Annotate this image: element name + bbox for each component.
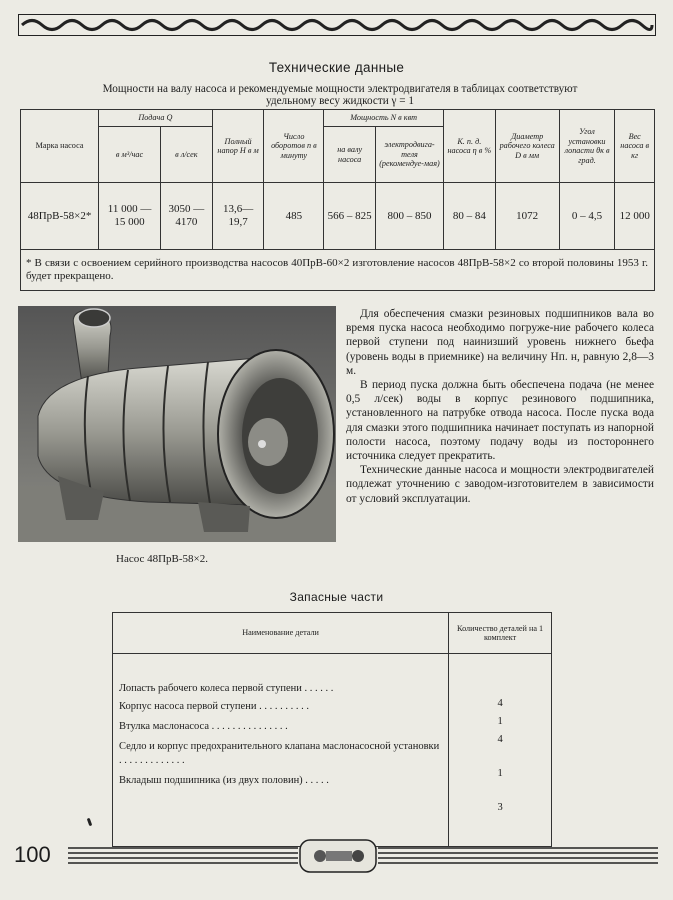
paragraph-1: Для обеспечения смазки резиновых подшипников вала во время пуска насоса необходимо погруже-ние рабочего колеса первой ступени под наинизший уровень нижнего бьефа (уровень воды в приемнике) на величину Hп. н, равную 2,8—3 м. bbox=[346, 308, 654, 377]
subtitle-line-1: Мощности на валу насоса и рекомендуемые мощности электродвигателя в таблицах соответствуют bbox=[102, 83, 578, 95]
pump-photo bbox=[18, 306, 336, 542]
cell-efficiency: 80 – 84 bbox=[443, 183, 495, 250]
header-angle: Угол установки лопасти θк в град. bbox=[559, 110, 615, 183]
header-part-qty: Количество деталей на 1 комплект bbox=[449, 613, 552, 654]
cell-rpm: 485 bbox=[264, 183, 324, 250]
paragraph-3: Технические данные насоса и мощности электродвигателей подлежат уточнению с заводом-изготовителем в зависимости от условий эксплуатации. bbox=[346, 464, 654, 505]
header-power: Мощность N в квт bbox=[324, 110, 444, 127]
header-head: Полный напор H в м bbox=[212, 110, 264, 183]
part-name-5: Вкладыш подшипника (из двух половин) . . . . . bbox=[119, 775, 329, 786]
paragraph-2: В период пуска должна быть обеспечена подача (не менее 0,5 л/сек) воды в корпус резинового подшипника, установленного на патрубке отвода насоса. После пуска вода для смазки этого подшипника начинает поступать из напорной полости насоса, поэтому подачу воды из постороннего источника следует прекратить. bbox=[346, 379, 654, 463]
header-brand: Марка насоса bbox=[21, 110, 99, 183]
header-efficiency: К. п. д. насоса η в % bbox=[443, 110, 495, 183]
parts-qty-column bbox=[449, 654, 552, 847]
section-title-wrap bbox=[0, 60, 673, 75]
cell-brand: 48ПрВ-58×2* bbox=[21, 183, 99, 250]
part-name-2: Корпус насоса первой ступени . . . . . . . . . . bbox=[119, 701, 309, 712]
spare-parts-title: Запасные части bbox=[289, 590, 384, 604]
cell-angle: 0 – 4,5 bbox=[559, 183, 615, 250]
cell-head: 13,6—19,7 bbox=[212, 183, 264, 250]
part-qty-5: 3 bbox=[497, 802, 503, 813]
body-text bbox=[346, 307, 654, 506]
bottom-ornament-band bbox=[68, 838, 658, 874]
cell-supply-ls: 3050 — 4170 bbox=[160, 183, 212, 250]
spare-parts-table bbox=[112, 612, 552, 847]
section-title: Технические данные bbox=[268, 60, 405, 75]
parts-name-column bbox=[113, 654, 449, 847]
part-qty-4: 1 bbox=[497, 768, 503, 779]
cell-power-shaft: 566 – 825 bbox=[324, 183, 376, 250]
header-supply: Подача Q bbox=[99, 110, 213, 127]
part-qty-3: 4 bbox=[497, 734, 503, 745]
header-weight: Вес насоса в кг bbox=[615, 110, 655, 183]
cell-power-motor: 800 – 850 bbox=[376, 183, 444, 250]
spare-title-wrap bbox=[0, 590, 673, 604]
part-qty-2: 1 bbox=[497, 716, 503, 727]
cell-weight: 12 000 bbox=[615, 183, 655, 250]
photo-caption: Насос 48ПрВ-58×2. bbox=[116, 553, 209, 565]
cell-diameter: 1072 bbox=[495, 183, 559, 250]
cell-supply-m3: 11 000 — 15 000 bbox=[99, 183, 161, 250]
header-part-name: Наименование детали bbox=[113, 613, 449, 654]
part-qty-1: 4 bbox=[497, 698, 503, 709]
header-supply-ls: в л/сек bbox=[160, 127, 212, 183]
header-diameter: Диаметр рабочего колеса D в мм bbox=[495, 110, 559, 183]
header-power-shaft: на валу насоса bbox=[324, 127, 376, 183]
header-supply-m3: в м³/час bbox=[99, 127, 161, 183]
header-power-motor: электродвига-теля (рекомендуе-мая) bbox=[376, 127, 444, 183]
page-number: 100 bbox=[14, 842, 51, 867]
table-subtitle bbox=[40, 83, 640, 107]
table-footnote: * В связи с освоением серийного производства насосов 40ПрВ-60×2 изготовление насосов 48ПрВ-58×2 со второй половины 1953 г. будет прекращено. bbox=[26, 257, 648, 282]
print-speck bbox=[87, 818, 93, 827]
subtitle-line-2: удельному весу жидкости γ = 1 bbox=[266, 95, 414, 107]
part-name-4: Седло и корпус предохранительного клапана маслонасосной установки . . . . . . . . . . . . . bbox=[119, 741, 440, 766]
part-name-1: Лопасть рабочего колеса первой ступени . . . . . . bbox=[119, 683, 334, 694]
pump-emblem-icon bbox=[314, 850, 364, 862]
technical-data-table bbox=[20, 109, 655, 250]
header-rpm: Число оборотов n в минуту bbox=[264, 110, 324, 183]
top-ornament-band bbox=[18, 14, 656, 36]
part-name-3: Втулка маслонасоса . . . . . . . . . . . . . . . bbox=[119, 721, 288, 732]
